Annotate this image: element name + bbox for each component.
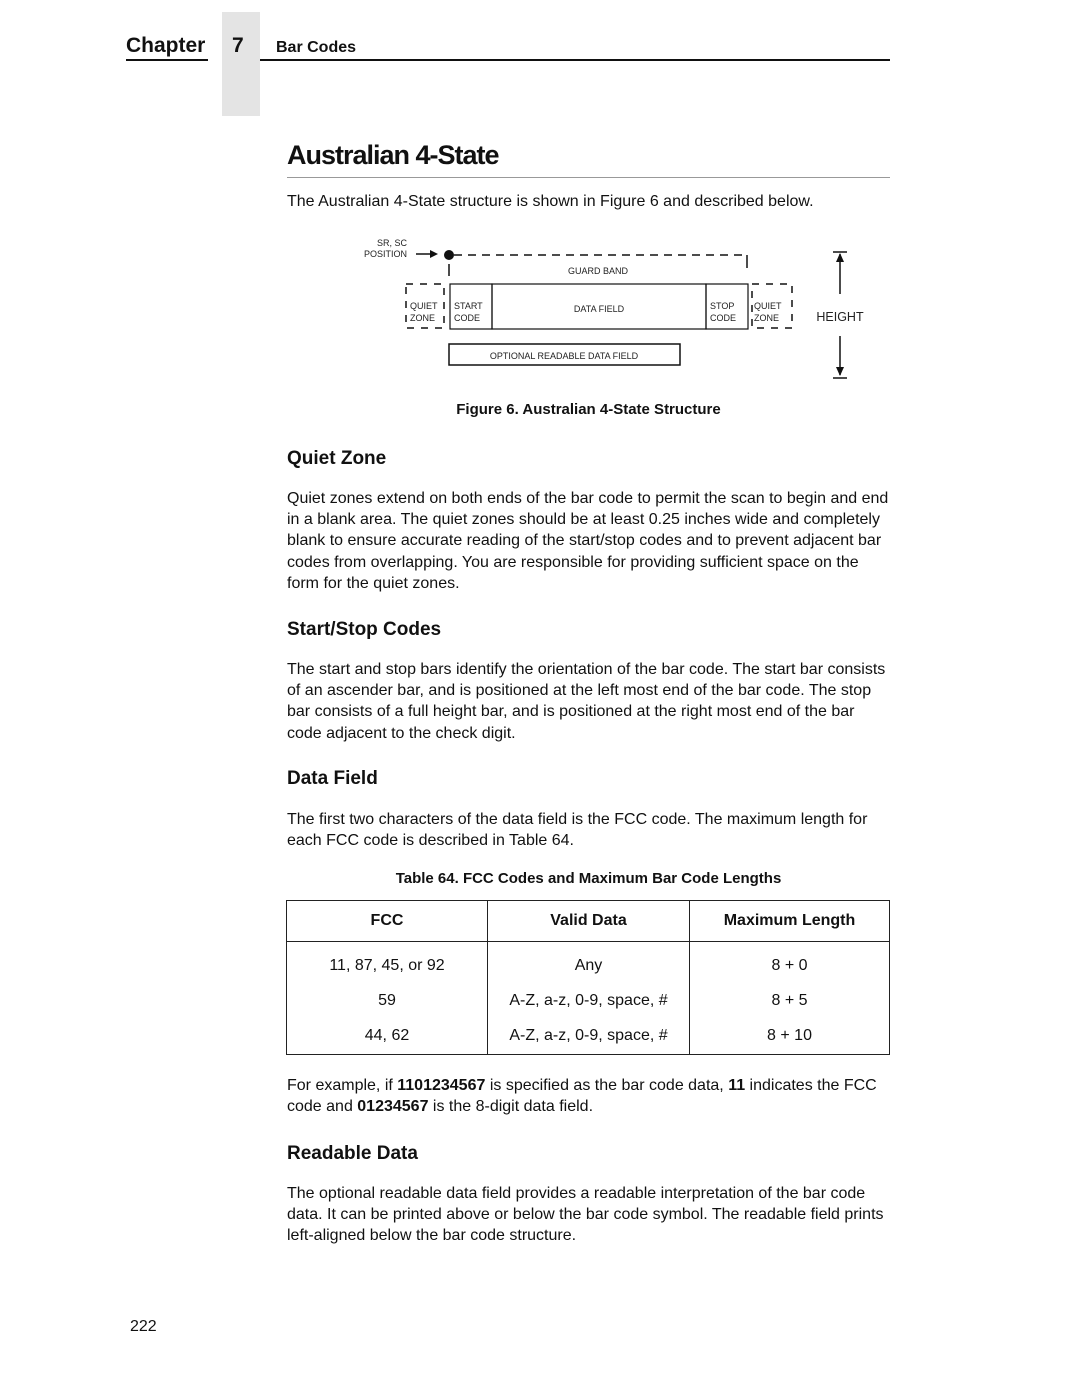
quiet-zone-right-line2: ZONE	[754, 313, 780, 323]
optional-readable-label: OPTIONAL READABLE DATA FIELD	[489, 351, 639, 361]
example-part3: indicates the FCC code and	[287, 1077, 877, 1116]
quiet-zone-left-line1: QUIET	[410, 301, 438, 311]
example-fcc: 11	[728, 1077, 746, 1094]
example-part1: For example, if	[287, 1077, 398, 1094]
chapter-tab	[222, 12, 260, 116]
stop-code-line1: STOP	[710, 301, 735, 311]
header-rule-left	[126, 59, 208, 61]
quiet-zone-right-line1: QUIET	[754, 301, 782, 311]
page-title: Australian 4-State	[287, 140, 499, 170]
position-arrow-head	[430, 250, 438, 258]
table-header-row	[287, 901, 890, 942]
stop-code-line2: CODE	[710, 313, 737, 323]
start-code-line2: CODE	[454, 313, 481, 323]
header-maximum-length: Maximum Length	[690, 901, 890, 942]
quiet-zone-text: Quiet zones extend on both ends of the bar code to permit the scan to begin and end in a blank area. The quiet zones should be at least 0.25 inches wide and completely blank to ensure accurate reading of the start/stop codes and to prevent adjacent bar codes from overlapping. You are responsible for providing sufficient space on the form for the quiet zones.	[287, 490, 889, 592]
example-data: 1101234567	[397, 1077, 486, 1094]
table-row	[287, 948, 890, 983]
height-bottom-arrow	[836, 367, 844, 376]
quiet-zone-heading: Quiet Zone	[287, 448, 387, 469]
cell-fcc: 59	[287, 983, 488, 1018]
guard-band-label: GUARD BAND	[567, 266, 629, 276]
readable-data-text: The optional readable data field provides a readable interpretation of the bar code data. It can be printed above or below the bar code symbol. The readable field prints left-aligned below the bar code structure.	[287, 1185, 884, 1245]
cell-fcc: 44, 62	[287, 1018, 488, 1055]
example-digits: 01234567	[357, 1098, 429, 1116]
cell-valid-data: A-Z, a-z, 0-9, space, #	[488, 983, 690, 1018]
start-code-line1: START	[454, 301, 483, 311]
data-field-text: The first two characters of the data field is the FCC code. The maximum length for each FCC code is described in Table 64.	[287, 811, 868, 850]
page-number: 222	[130, 1318, 157, 1335]
header-rule-right	[260, 59, 890, 61]
readable-data-heading: Readable Data	[287, 1143, 418, 1164]
cell-fcc: 11, 87, 45, or 92	[287, 948, 488, 983]
title-rule	[287, 177, 890, 178]
chapter-number: 7	[232, 34, 244, 57]
table-caption: Table 64. FCC Codes and Maximum Bar Code Lengths	[395, 870, 782, 887]
height-label: HEIGHT	[816, 310, 864, 324]
cell-max-length: 8 + 10	[690, 1018, 890, 1055]
intro-text: The Australian 4-State structure is shown in Figure 6 and described below.	[287, 193, 814, 210]
data-field-label: DATA FIELD	[573, 304, 625, 314]
figure-caption: Figure 6. Australian 4-State Structure	[456, 401, 721, 418]
quiet-zone-left-line2: ZONE	[410, 313, 436, 323]
data-field-heading: Data Field	[287, 768, 378, 789]
start-stop-heading: Start/Stop Codes	[287, 619, 442, 640]
table-row	[287, 983, 890, 1018]
header-fcc: FCC	[287, 901, 488, 942]
structure-diagram	[350, 232, 890, 384]
cell-valid-data: Any	[488, 948, 690, 983]
example-part4: is the 8-digit data field.	[428, 1098, 594, 1116]
fcc-table	[286, 900, 890, 1055]
section-name: Bar Codes	[276, 39, 357, 56]
cell-max-length: 8 + 0	[690, 948, 890, 983]
start-stop-text: The start and stop bars identify the orientation of the bar code. The start bar consists of an ascender bar, and is positioned at the left most end of the bar code. The stop bar consists of a full height bar, and is positioned at the right most end of the bar code adjacent to the check digit.	[287, 661, 886, 742]
header-valid-data: Valid Data	[488, 901, 690, 942]
position-label: POSITION	[363, 249, 407, 259]
cell-valid-data: A-Z, a-z, 0-9, space, #	[488, 1018, 690, 1055]
example-part2: is specified as the bar code data,	[485, 1077, 729, 1094]
height-top-arrow	[836, 253, 844, 262]
chapter-label: Chapter	[126, 34, 206, 57]
example-text	[287, 1075, 892, 1117]
cell-max-length: 8 + 5	[690, 983, 890, 1018]
sr-sc-label: SR, SC	[376, 238, 407, 248]
table-row	[287, 1018, 890, 1055]
position-dot	[444, 250, 454, 260]
